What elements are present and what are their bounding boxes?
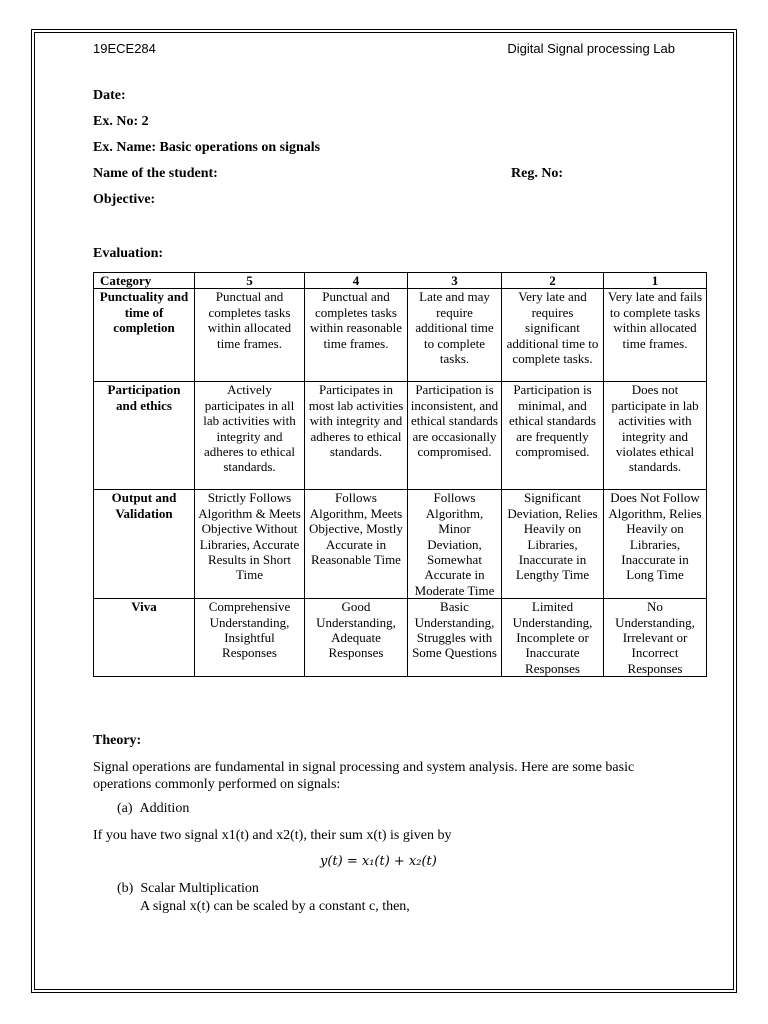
theory-intro: Signal operations are fundamental in signal processing and system analysis. Here are some basic operations commonly performed on signals:: [93, 760, 635, 792]
rubric-cell: Follows Algorithm, Meets Objective, Mostly Accurate in Reasonable Time: [305, 490, 408, 599]
header-category: Category: [94, 273, 195, 289]
rubric-cell: Follows Algorithm, Minor Deviation, Somewhat Accurate in Moderate Time: [408, 490, 502, 599]
addition-equation: y(t) = x₁(t) + x₂(t): [320, 854, 437, 869]
rubric-cell: Punctual and completes tasks within allocated time frames.: [195, 289, 305, 382]
lab-name: Digital Signal processing Lab: [507, 41, 675, 56]
rubric-cell: Limited Understanding, Incomplete or Inaccurate Responses: [502, 599, 604, 677]
category-cell: Participation and ethics: [94, 382, 195, 490]
rubric-cell: Participates in most lab activities with integrity and adheres to ethical standards.: [305, 382, 408, 490]
category-cell: Output and Validation: [94, 490, 195, 599]
header-score-3: 3: [408, 273, 502, 289]
category-cell: Viva: [94, 599, 195, 677]
rubric-cell: Comprehensive Understanding, Insightful Responses: [195, 599, 305, 677]
ex-name-field: Ex. Name: Basic operations on signals: [93, 140, 321, 155]
date-field: Date:: [93, 88, 126, 103]
scalar-description: A signal x(t) can be scaled by a constant c, then,: [140, 899, 410, 914]
student-name-field: Name of the student:: [93, 166, 218, 181]
rubric-cell: Does not participate in lab activities with integrity and violates ethical standards.: [604, 382, 707, 490]
table-row: [94, 490, 707, 599]
header-score-5: 5: [195, 273, 305, 289]
reg-no-field: Reg. No:: [511, 166, 564, 181]
rubric-cell: Good Understanding, Adequate Responses: [305, 599, 408, 677]
rubric-cell: Significant Deviation, Relies Heavily on Libraries, Inaccurate in Lengthy Time: [502, 490, 604, 599]
rubric-cell: Very late and fails to complete tasks within allocated time frames.: [604, 289, 707, 382]
table-row: [94, 289, 707, 382]
rubric-cell: Punctual and completes tasks within reasonable time frames.: [305, 289, 408, 382]
theory-heading: Theory:: [93, 733, 142, 748]
rubric-cell: Late and may require additional time to complete tasks.: [408, 289, 502, 382]
table-row: [94, 599, 707, 677]
rubric-cell: Very late and requires significant additional time to complete tasks.: [502, 289, 604, 382]
rubric-cell: Participation is minimal, and ethical standards are frequently compromised.: [502, 382, 604, 490]
category-cell: Punctuality and time of completion: [94, 289, 195, 382]
ex-no-field: Ex. No: 2: [93, 114, 149, 129]
header-score-1: 1: [604, 273, 707, 289]
addition-description: If you have two signal x1(t) and x2(t), their sum x(t) is given by: [93, 828, 452, 843]
rubric-cell: No Understanding, Irrelevant or Incorrect Responses: [604, 599, 707, 677]
rubric-cell: Basic Understanding, Struggles with Some Questions: [408, 599, 502, 677]
rubric-cell: Actively participates in all lab activities with integrity and adheres to ethical standards.: [195, 382, 305, 490]
table-row: [94, 382, 707, 490]
evaluation-heading: Evaluation:: [93, 246, 164, 261]
table-header-row: [94, 273, 707, 289]
list-item-scalar-multiplication: (b) Scalar Multiplication: [117, 881, 259, 896]
evaluation-rubric-table: [93, 272, 707, 677]
header-score-2: 2: [502, 273, 604, 289]
list-item-addition: (a) Addition: [117, 801, 190, 816]
rubric-cell: Strictly Follows Algorithm & Meets Objective Without Libraries, Accurate Results in Short Time: [195, 490, 305, 599]
rubric-cell: Participation is inconsistent, and ethical standards are occasionally compromised.: [408, 382, 502, 490]
header-score-4: 4: [305, 273, 408, 289]
rubric-cell: Does Not Follow Algorithm, Relies Heavily on Libraries, Inaccurate in Long Time: [604, 490, 707, 599]
objective-field: Objective:: [93, 192, 156, 207]
course-code: 19ECE284: [93, 41, 156, 56]
